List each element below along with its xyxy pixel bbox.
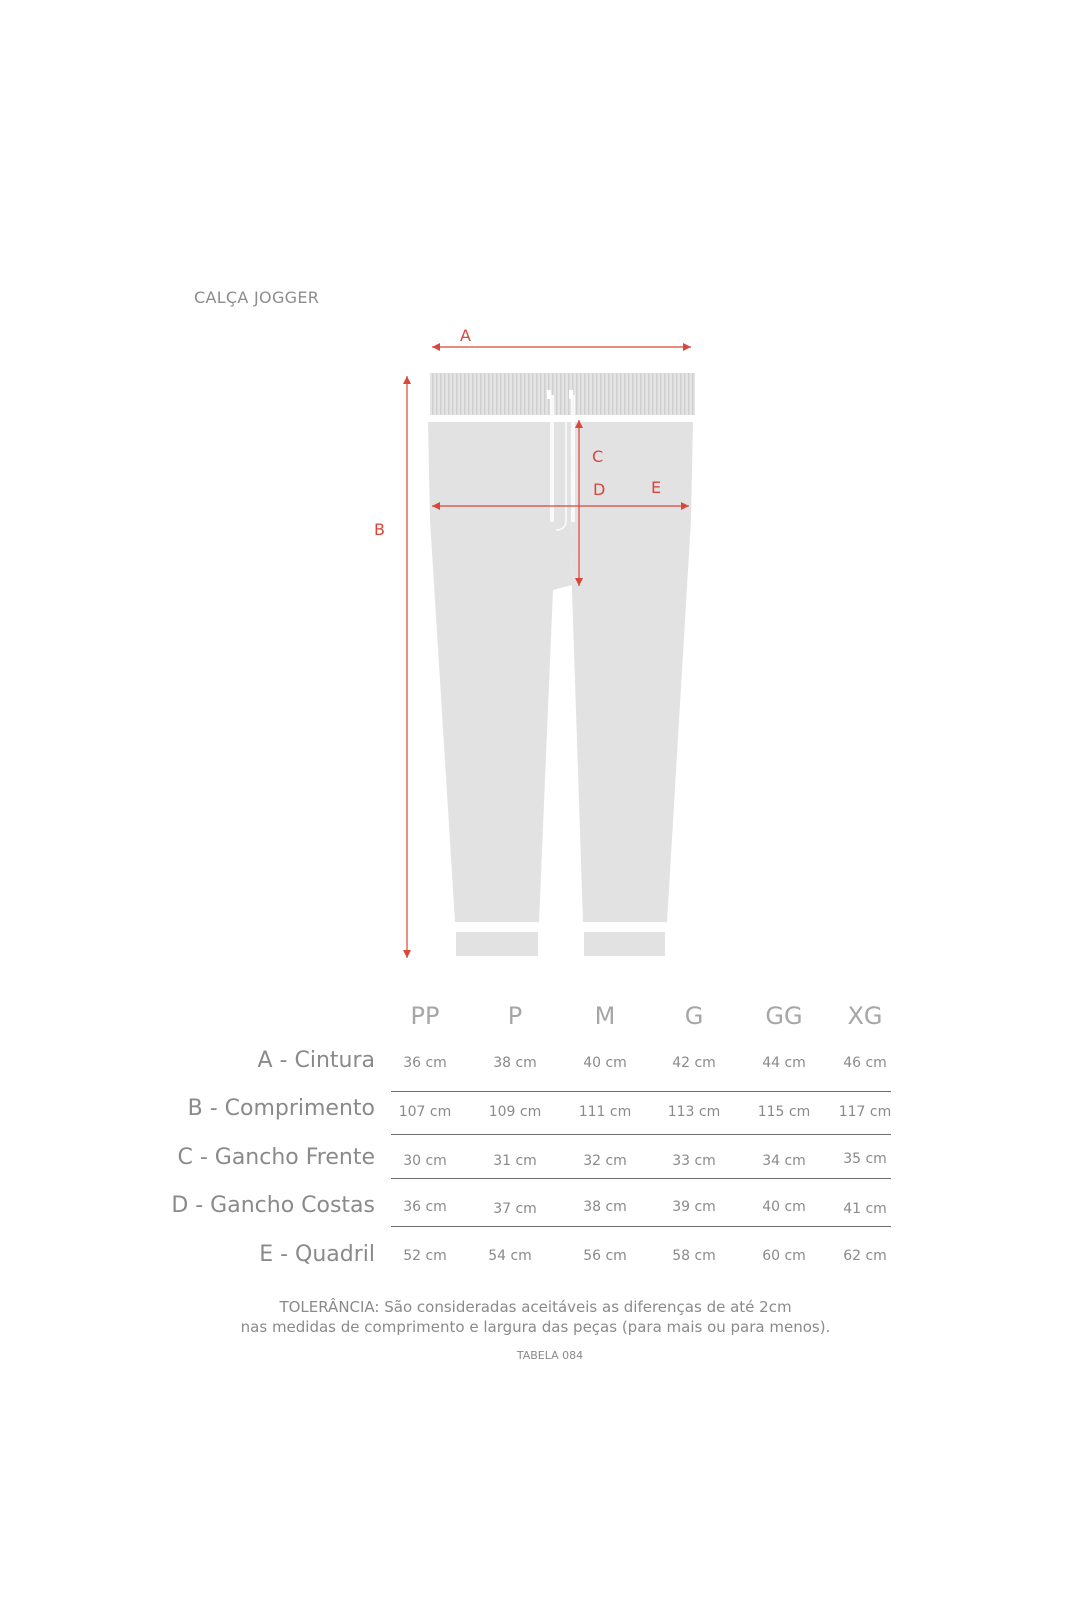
size-header-xg: XG (847, 1002, 883, 1030)
pants-silhouette (428, 373, 695, 956)
table-cell: 107 cm (398, 1104, 452, 1120)
drawstring-tip-left (547, 390, 551, 399)
table-cell: 52 cm (403, 1248, 447, 1264)
table-cell: 109 cm (488, 1104, 542, 1120)
size-header-p: P (507, 1002, 523, 1030)
table-cell: 38 cm (493, 1055, 537, 1071)
row-divider (391, 1091, 891, 1092)
drawstring-tip-right (569, 390, 573, 399)
row-label-cintura: A - Cintura (257, 1048, 375, 1073)
size-header-pp: PP (410, 1002, 440, 1030)
table-cell: 36 cm (403, 1055, 447, 1071)
waistband (430, 373, 695, 415)
table-cell: 58 cm (672, 1248, 716, 1264)
row-divider (391, 1226, 891, 1227)
table-cell: 30 cm (403, 1153, 447, 1169)
table-cell: 39 cm (672, 1199, 716, 1215)
measure-label-e: E (651, 478, 662, 497)
table-cell: 56 cm (583, 1248, 627, 1264)
size-header-g: G (684, 1002, 704, 1030)
table-cell: 34 cm (762, 1153, 806, 1169)
table-cell: 42 cm (672, 1055, 716, 1071)
table-cell: 115 cm (757, 1104, 811, 1120)
size-header-gg: GG (765, 1002, 803, 1030)
table-cell: 33 cm (672, 1153, 716, 1169)
measure-label-d: D (593, 480, 606, 499)
table-cell: 32 cm (583, 1153, 627, 1169)
row-divider (391, 1178, 891, 1179)
table-cell: 111 cm (578, 1104, 632, 1120)
tolerance-note-line1: TOLERÂNCIA: São consideradas aceitáveis as diferenças de até 2cm (279, 1298, 792, 1316)
measure-label-c: C (592, 447, 604, 466)
table-cell: 40 cm (762, 1199, 806, 1215)
table-cell: 35 cm (843, 1151, 887, 1167)
table-cell: 40 cm (583, 1055, 627, 1071)
table-cell: 37 cm (493, 1201, 537, 1217)
measure-label-b: B (374, 520, 385, 539)
row-label-gancho-frente: C - Gancho Frente (177, 1145, 375, 1170)
row-divider (391, 1134, 891, 1135)
row-label-comprimento: B - Comprimento (187, 1096, 375, 1121)
size-header-m: M (594, 1002, 616, 1030)
table-cell: 62 cm (843, 1248, 887, 1264)
measure-arrow-b (403, 376, 411, 958)
row-label-quadril: E - Quadril (259, 1242, 375, 1267)
product-title: CALÇA JOGGER (194, 288, 320, 307)
left-cuff (456, 932, 538, 956)
tolerance-note-line2: nas medidas de comprimento e largura das peças (para mais ou para menos). (240, 1318, 831, 1336)
table-cell: 44 cm (762, 1055, 806, 1071)
table-cell: 54 cm (488, 1248, 532, 1264)
table-cell: 36 cm (403, 1199, 447, 1215)
table-cell: 31 cm (493, 1153, 537, 1169)
row-label-gancho-costas: D - Gancho Costas (171, 1193, 375, 1218)
table-cell: 60 cm (762, 1248, 806, 1264)
right-cuff (584, 932, 665, 956)
table-cell: 113 cm (667, 1104, 721, 1120)
right-leg (570, 422, 693, 922)
table-cell: 41 cm (843, 1201, 887, 1217)
table-cell: 38 cm (583, 1199, 627, 1215)
measure-label-a: A (460, 326, 471, 345)
table-cell: 46 cm (843, 1055, 887, 1071)
table-code: TABELA 084 (516, 1349, 584, 1362)
table-cell: 117 cm (838, 1104, 892, 1120)
